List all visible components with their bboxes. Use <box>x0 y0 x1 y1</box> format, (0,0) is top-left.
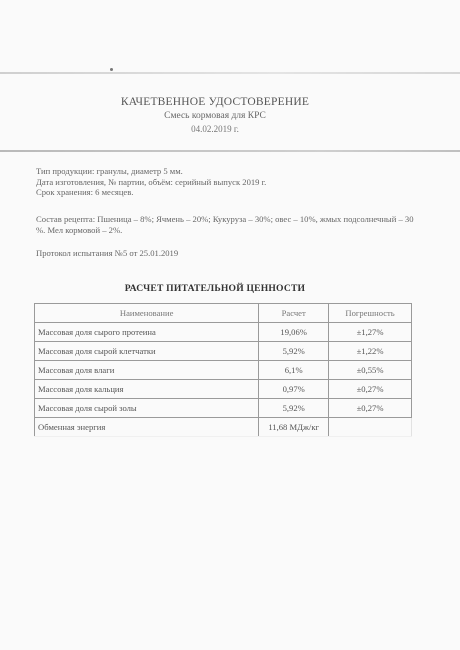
row-name: Обменная энергия <box>35 418 259 437</box>
row-name: Массовая доля сырой золы <box>35 399 259 418</box>
protocol <box>36 248 416 259</box>
row-error: ±0,27% <box>329 399 412 418</box>
table-row <box>35 342 412 361</box>
column-header-calc: Расчет <box>259 304 329 323</box>
product-info <box>36 166 416 198</box>
row-calc: 5,92% <box>259 342 329 361</box>
protocol-text: Протокол испытания №5 от 25.01.2019 <box>36 248 179 258</box>
composition-text: Состав рецепта: Пшеница – 8%; Ячмень – 20%; Кукуруза – 30%; овес – 10%, жмых подсолнечный – 30 %. Мел кормовой – 2%. <box>36 214 414 235</box>
column-header-error: Погрешность <box>329 304 412 323</box>
column-header-name: Наименование <box>35 304 259 323</box>
table-header-row <box>35 304 412 323</box>
manufacture-info: Дата изготовления, № партии, объём: серийный выпуск 2019 г. <box>36 176 267 187</box>
table-row <box>35 380 412 399</box>
row-name: Массовая доля сырого протеина <box>35 323 259 342</box>
row-name: Массовая доля сырой клетчатки <box>35 342 259 361</box>
product-type: Тип продукции: гранулы, диаметр 5 мм. <box>36 166 183 176</box>
row-name: Массовая доля кальция <box>35 380 259 399</box>
row-error <box>329 418 412 437</box>
composition <box>36 214 416 235</box>
nutrition-heading: РАСЧЕТ ПИТАТЕЛЬНОЙ ЦЕННОСТИ <box>124 283 306 294</box>
table-row <box>35 399 412 418</box>
row-error: ±1,27% <box>329 323 412 342</box>
scan-speck <box>110 68 113 71</box>
row-name: Массовая доля влаги <box>35 361 259 380</box>
scan-fold-line <box>0 150 460 152</box>
row-calc: 0,97% <box>259 380 329 399</box>
scan-fold-line <box>0 72 460 74</box>
row-calc: 6,1% <box>259 361 329 380</box>
table-row <box>35 323 412 342</box>
shelf-life: Срок хранения: 6 месяцев. <box>36 187 134 197</box>
row-error: ±0,27% <box>329 380 412 399</box>
row-calc: 5,92% <box>259 399 329 418</box>
row-error: ±0,55% <box>329 361 412 380</box>
row-calc: 11,68 МДж/кг <box>259 418 329 437</box>
document-subtitle: Смесь кормовая для КРС <box>164 111 266 121</box>
table-row <box>35 418 412 437</box>
document-date: 04.02.2019 г. <box>191 124 239 134</box>
row-calc: 19,06% <box>259 323 329 342</box>
table-row <box>35 361 412 380</box>
row-error: ±1,22% <box>329 342 412 361</box>
nutrition-table <box>34 303 412 437</box>
document-title: КАЧЕТВЕННОЕ УДОСТОВЕРЕНИЕ <box>120 96 310 108</box>
